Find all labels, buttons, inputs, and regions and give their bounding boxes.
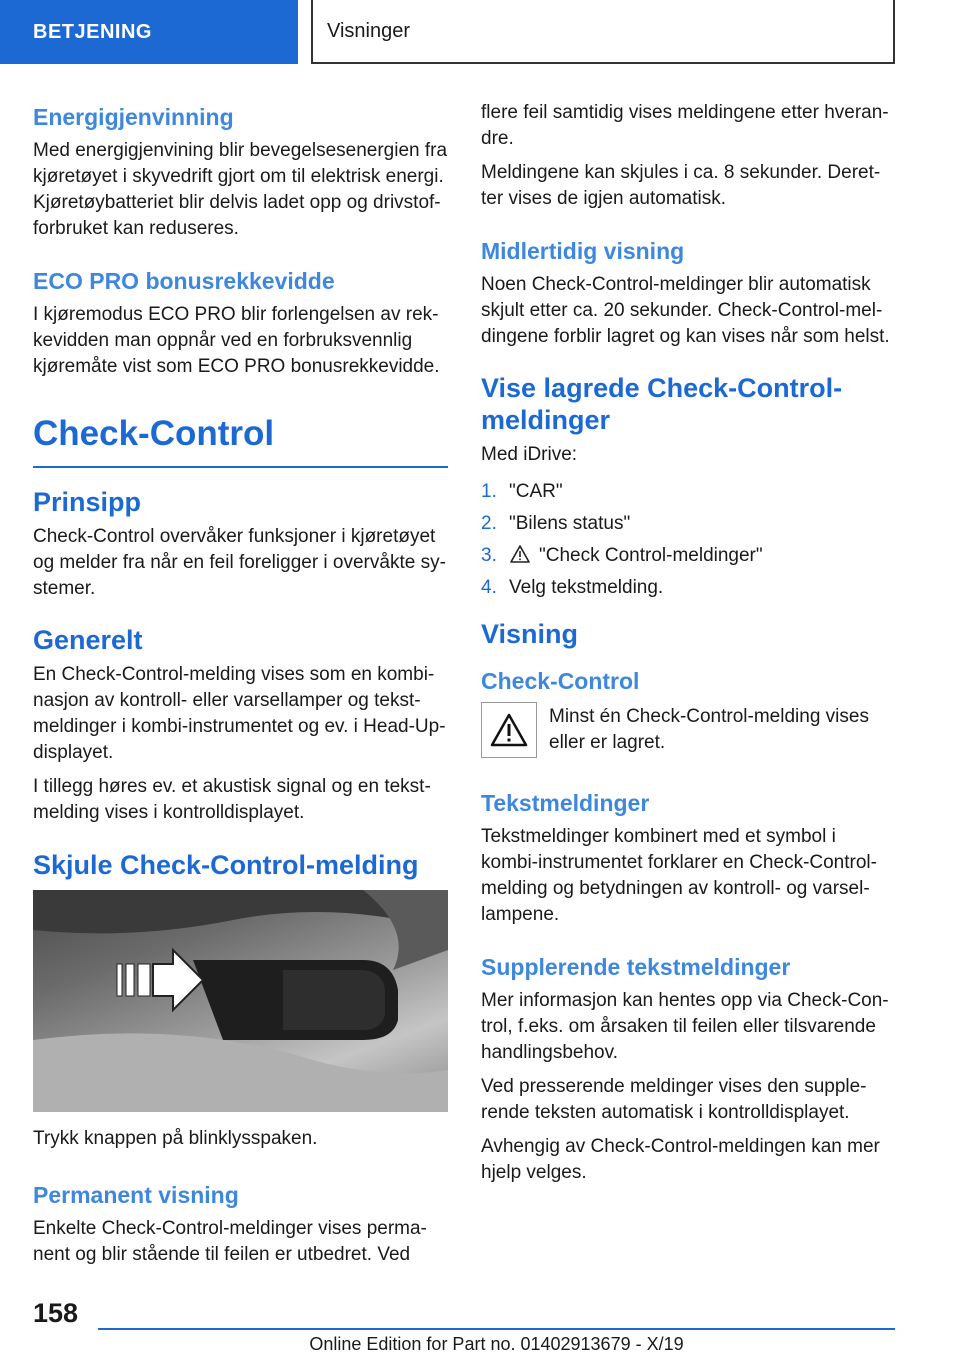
page-number: 158 xyxy=(33,1298,79,1328)
list-item: 3. "Check Control-meldinger" xyxy=(481,545,763,566)
heading-skjule: Skjule Check-Control-melding xyxy=(33,850,419,880)
list-item: 4. Velg tekstmelding. xyxy=(481,577,664,598)
chapter-title-box xyxy=(311,0,895,64)
heading-energigjenvinning: Energigjenvinning xyxy=(33,104,234,130)
left-column xyxy=(33,100,448,1276)
turn-signal-lever-illustration xyxy=(33,890,448,1112)
paragraph-continued-2: Meldingene kan skjules i ca. 8 sekunder. Deret-ter vises de igjen automatisk. xyxy=(481,162,881,209)
list-item: 2. "Bilens status" xyxy=(481,513,631,534)
paragraph-midlertidig: Noen Check-Control-meldinger blir automatisk skjult etter ca. 20 sekunder. Check-Control-mel-dingene forblir lagret og kan vises når som helst. xyxy=(481,274,890,347)
lever-drawing xyxy=(33,890,448,1112)
heading-prinsipp: Prinsipp xyxy=(33,487,142,517)
right-column xyxy=(481,100,896,1194)
paragraph-supplerende-2: Ved presserende meldinger vises den supple-rende teksten automatisk i kontrolldisplayet. xyxy=(481,1076,867,1123)
check-control-indicator-row xyxy=(481,702,896,764)
edition-note: Online Edition for Part no. 01402913679 - X/19 xyxy=(309,1334,684,1354)
heading-eco-pro: ECO PRO bonusrekkevidde xyxy=(33,268,335,294)
paragraph-permanent: Enkelte Check-Control-meldinger vises perma-nent og blir stående til feilen er utbedret. Ved xyxy=(33,1218,427,1265)
section-label: BETJENING xyxy=(33,20,152,43)
chapter-heading-check-control: Check-Control xyxy=(33,410,448,468)
paragraph-supplerende-1: Mer informasjon kan hentes opp via Check-Con-trol, f.eks. om årsaken til feilen eller tilsvarende handlingsbehov. xyxy=(481,990,889,1063)
list-item: 1. "CAR" xyxy=(481,481,563,502)
check-control-symbol-box xyxy=(481,702,537,758)
paragraph-generelt-1: En Check-Control-melding vises som en kombi-nasjon av kontroll- eller varsellamper og tekst-meldinger i kombi-instrumentet og ev. i Head-Up-displayet. xyxy=(33,664,446,763)
warning-icon xyxy=(489,712,529,748)
paragraph-supplerende-3: Avhengig av Check-Control-meldingen kan mer hjelp velges. xyxy=(481,1136,880,1183)
steps-list xyxy=(481,476,896,604)
paragraph-check-control: Minst én Check-Control-melding vises eller er lagret. xyxy=(549,706,869,753)
paragraph-generelt-2: I tillegg høres ev. et akustisk signal og en tekst-melding vises i kontrolldisplayet. xyxy=(33,776,431,823)
paragraph-prinsipp: Check-Control overvåker funksjoner i kjøretøyet og melder fra når en feil foreligger i overvåkte sy-stemer. xyxy=(33,526,446,599)
heading-midlertidig: Midlertidig visning xyxy=(481,238,685,264)
paragraph-continued-1: flere feil samtidig vises meldingene etter hveran-dre. xyxy=(481,102,889,149)
heading-tekstmeldinger: Tekstmeldinger xyxy=(481,790,650,816)
paragraph-tekstmeldinger: Tekstmeldinger kombinert med et symbol i kombi-instrumentet forklarer en Check-Control-melding og betydningen av kontroll- og varsel-lampene. xyxy=(481,826,877,925)
chapter-title: Visninger xyxy=(327,19,411,42)
heading-vise-lagrede: Vise lagrede Check-Control-meldinger xyxy=(481,373,843,435)
paragraph-eco-pro: I kjøremodus ECO PRO blir forlengelsen av rek-kevidden man oppnår ved en forbruksvennlig kjøremåte vist som ECO PRO bonusrekkevidde. xyxy=(33,304,440,377)
paragraph-energigjenvinning: Med energigjenvining blir bevegelsesenergien fra kjøretøyet i skyvedrift gjort om til elektrisk energi. Kjøretøybatteriet blir delvis ladet opp og drivstof-forbruket kan reduseres. xyxy=(33,140,448,239)
heading-permanent: Permanent visning xyxy=(33,1182,239,1208)
warning-icon xyxy=(509,544,531,564)
image-caption: Trykk knappen på blinklysspaken. xyxy=(33,1128,318,1149)
heading-check-control: Check-Control xyxy=(481,668,640,694)
heading-supplerende: Supplerende tekstmeldinger xyxy=(481,954,791,980)
heading-generelt: Generelt xyxy=(33,625,143,655)
heading-visning: Visning xyxy=(481,619,579,649)
footer-divider xyxy=(98,1328,895,1330)
section-tab xyxy=(0,0,298,64)
paragraph-idrive: Med iDrive: xyxy=(481,444,578,465)
